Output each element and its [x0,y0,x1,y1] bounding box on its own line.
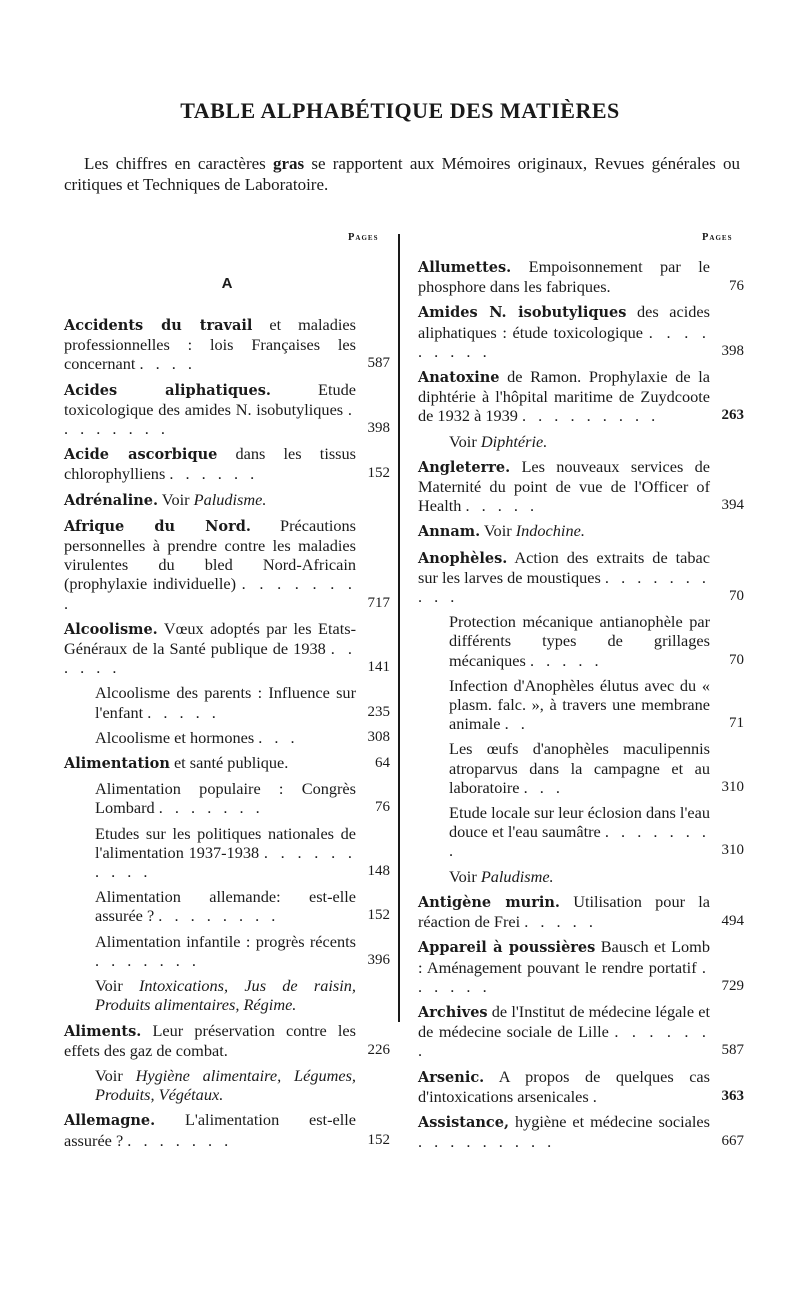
index-entry [418,1067,744,1106]
index-entry [418,367,744,426]
left-column [64,255,390,1156]
page-number: 70 [729,651,744,668]
page-number: 310 [721,842,744,859]
entry-text: Voir [449,431,481,451]
leader-dots: . . [504,714,529,734]
see-reference: Paludisme. [480,866,554,886]
page-number: 64 [375,755,390,772]
index-entry [418,1112,744,1151]
intro-text-2: se rapportent aux Mémoires originaux, Revues générales ou critiques et Techniques de Laboratoire. [64,154,740,194]
leader-dots: . . . . . [529,650,603,670]
sub-entry [418,676,744,734]
entry-text: des acides aliphatiques : étude toxicologique [418,302,710,342]
page-number: 398 [367,420,390,437]
index-entry [64,1110,390,1149]
pages-header-left: Pages [348,232,379,243]
entry-heading: Amides N. isobutyliques [418,304,627,322]
entry-text: Voir [480,521,516,541]
leader-dots: . [592,1086,601,1106]
entry-heading: Archives [418,1003,488,1021]
index-entry [418,548,744,607]
index-entry [64,444,390,483]
pages-header-right: Pages [702,232,733,243]
right-column [418,257,744,1157]
entry-text: et maladies professionnelles : lois Françaises les concernant [64,315,356,374]
leader-dots: . . . . . [147,702,220,722]
leader-dots: . . . [523,777,564,797]
leader-dots: . . . . . . . [95,950,200,970]
entry-text: Voir [158,489,194,509]
entry-heading: Acide ascorbique [64,446,218,464]
see-also-entry [64,1066,390,1104]
page-number: 235 [367,703,390,720]
page-number: 152 [367,1131,390,1148]
index-entry [418,457,744,516]
sub-entry [418,739,744,797]
intro-text-1: Les chiffres en caractères [84,154,273,173]
entry-heading: Allemagne. [64,1112,156,1130]
entry-text: Voir [95,976,139,996]
entry-text: hygiène et médecine sociales [509,1111,710,1131]
entry-heading: Assistance, [418,1113,509,1131]
index-entry [64,380,390,439]
entry-text: Utilisation pour la réaction de Frei [418,891,710,932]
leader-dots: . . . . . . . . . [522,406,660,426]
page-number: 70 [729,588,744,605]
entry-text: Alimentation allemande: est-elle assurée ? [95,887,356,926]
entry-text: Alcoolisme et hormones [95,727,255,747]
leader-dots: . . . . . [524,912,597,932]
see-reference: Paludisme. [193,489,267,509]
entry-text: Empoisonnement par le phosphore dans les fabriques. [418,257,710,297]
page-number: 587 [721,1042,744,1059]
entry-text: L'alimentation est-elle assurée ? [64,1110,356,1150]
index-entry [418,1002,744,1061]
page-number: 152 [367,465,390,482]
sub-entry [64,779,390,817]
entry-text: Etude locale sur leur éclosion dans l'eau douce et l'eau saumâtre [449,803,710,842]
index-entry [418,257,744,296]
entry-text: Etude toxicologique des amides N. isobutyliques [64,379,356,419]
sub-entry [64,824,390,882]
leader-dots: . . . [258,727,299,747]
entry-heading: Anatoxine [418,369,500,387]
intro-bold-word: gras [272,154,305,173]
entry-heading: Alimentation [64,755,170,773]
entry-text: Alimentation populaire : Congrès Lombard [95,779,356,818]
entry-heading: Angleterre. [418,458,511,476]
entry-text: Précautions personnelles à prendre contre les maladies virulentes du bled Nord-Africain (prophylaxie individuelle) [64,515,356,594]
see-also-entry [418,867,744,886]
index-entry [418,302,744,361]
entry-heading: Allumettes. [418,259,512,276]
sub-entry [64,932,390,970]
entry-heading: Appareil à poussières [418,939,596,957]
entry-text: Les nouveaux services de Maternité du point de vue de l'Officer of Health [418,456,710,516]
entry-heading: Afrique du Nord. [64,517,251,535]
entry-heading: Annam. [418,523,481,541]
leader-dots: . . . . [139,354,196,374]
left-entry-list [64,315,390,1150]
page-number: 310 [721,778,744,795]
sub-entry [64,887,390,925]
index-entry [64,1021,390,1060]
index-entry [64,619,390,678]
entry-text: Vœux adoptés par les Etats-Généraux de la Santé publique de 1938 [64,618,356,659]
entry-text: Alimentation infantile : progrès récents [95,931,356,951]
entry-text: Les œufs d'anophèles maculipennis atroparvus dans la campagne et au laboratoire [449,739,710,797]
page-number: 141 [367,659,390,676]
page-number: 729 [721,977,744,994]
intro-paragraph [64,153,740,195]
index-entry [64,516,390,613]
page-number: 394 [721,497,744,514]
page-number: 667 [721,1133,744,1150]
index-entry [418,937,744,996]
page-number: 396 [367,951,390,968]
entry-text: Voir [95,1065,136,1085]
entry-text: Infection d'Anophèles élutus avec du « plasm. falc. », à travers une membrane animale [449,675,710,734]
page-number: 587 [367,355,390,372]
index-entry [64,753,390,773]
page-number: 76 [729,278,744,295]
see-also-entry [64,976,390,1014]
page-number: 363 [721,1087,744,1104]
page-number: 308 [367,728,390,745]
see-reference: Hygiène alimentaire, Légumes, Produits, Végétaux. [95,1065,356,1105]
leader-dots: . . . . . . . . . . [418,567,710,607]
page-number: 71 [729,715,744,732]
leader-dots: . . . . . . . . [158,906,280,926]
entry-text: Leur préservation contre les effets des gaz de combat. [64,1020,356,1060]
entry-text: et santé publique. [169,753,289,773]
leader-dots: . . . . . . . . . . [95,842,356,882]
entry-heading: Adrénaline. [64,491,159,509]
entry-text: Action des extraits de tabac sur les larves de moustiques [418,547,710,587]
page-title: TABLE ALPHABÉTIQUE DES MATIÈRES [180,98,620,123]
entry-text: de l'Institut de médecine légale et de médecine sociale de Lille [418,1001,710,1042]
sub-entry [418,803,744,861]
index-entry [418,892,744,931]
entry-heading: Accidents du travail [64,317,253,334]
sub-entry [64,728,390,747]
entry-text: Voir [449,866,481,886]
leader-dots: . . . . . . . [127,1130,233,1150]
entry-heading: Anophèles. [418,549,508,567]
see-also-entry [418,432,744,451]
page-number: 263 [721,407,744,424]
page-number: 148 [367,863,390,880]
entry-heading: Acides aliphatiques. [64,381,271,399]
leader-dots: . . . . . [465,496,539,516]
sub-entry [64,683,390,721]
column-divider [398,234,400,1022]
page-number: 152 [367,907,390,924]
see-reference: Intoxications, Jus de raisin, Produits alimentaires, Régime. [95,976,356,1015]
leader-dots: . . . . . . [64,639,356,678]
leader-dots: . . . . . . . . . [418,322,711,361]
leader-dots: . . . . . . . [158,798,264,818]
leader-dots: . . . . . . . . [64,399,356,439]
page-number: 717 [367,594,390,611]
page-number: 494 [721,913,744,930]
index-entry [64,315,390,374]
entry-text: Bausch et Lomb : Aménagement pouvant le rendre portatif [418,937,710,977]
entry-text: Protection mécanique antianophèle par différents types de grillages mécaniques [449,612,710,670]
entry-heading: Aliments. [64,1022,142,1040]
index-entry [64,490,390,510]
page-number: 76 [375,799,390,816]
entry-text: de Ramon. Prophylaxie de la diphtérie à l'hôpital maritime de Zuydcoote de 1932 à 1939 [418,367,710,426]
leader-dots: . . . . . . [169,464,259,484]
see-reference: Indochine. [515,521,585,541]
sub-entry [418,612,744,670]
page-number: 398 [721,342,744,359]
index-entry [418,521,744,541]
leader-dots: . . . . . . . [418,1022,710,1061]
page-number: 226 [367,1041,390,1058]
entry-text: Etudes sur les politiques nationales de l'alimentation 1937-1938 [95,823,356,862]
leader-dots: . . . . . . . . . [418,1132,556,1152]
leader-dots: . . . . . . . . [449,822,710,861]
see-reference: Diphtérie. [480,431,548,451]
entry-text: Alcoolisme des parents : Influence sur l'enfant [95,683,356,722]
entry-text: dans les tissus chlorophylliens [64,444,356,484]
right-entry-list [418,257,744,1151]
entry-text: A propos de quelques cas d'intoxications arsenicales [418,1066,710,1106]
entry-heading: Arsenic. [418,1068,485,1086]
entry-heading: Antigène murin. [418,893,560,911]
leader-dots: . . . . . . . . [64,574,356,613]
section-letter: A [221,275,233,292]
entry-heading: Alcoolisme. [64,620,158,638]
leader-dots: . . . . . . [418,957,710,996]
